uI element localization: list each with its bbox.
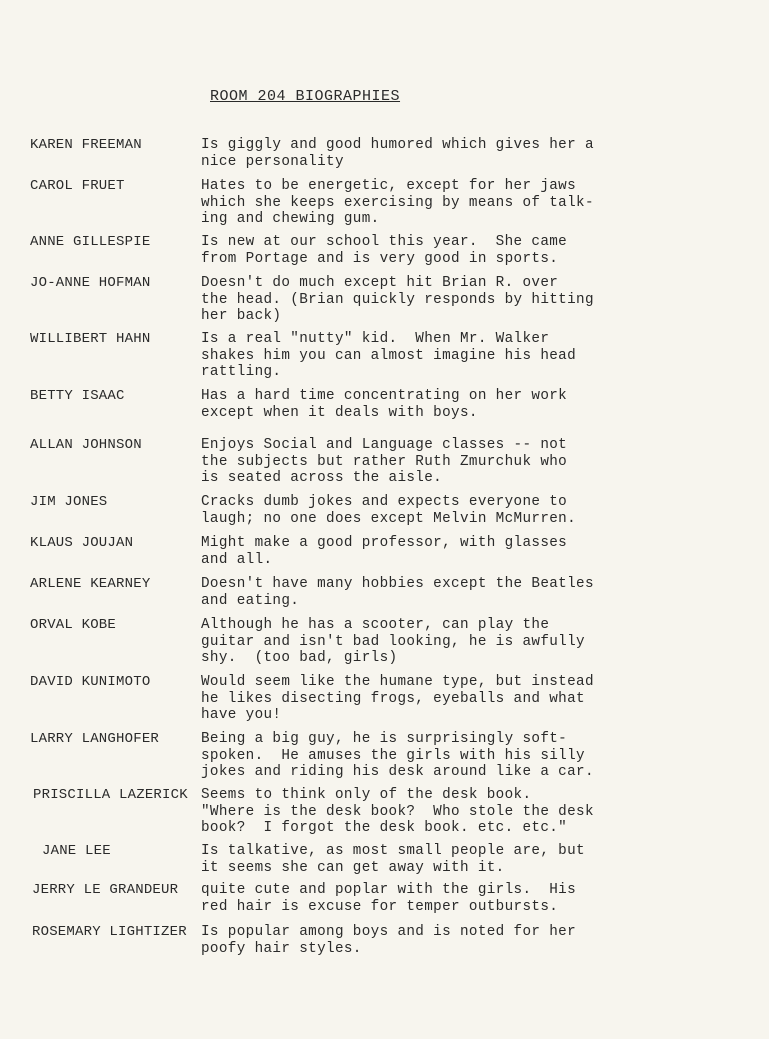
student-name: ARLENE KEARNEY [30, 576, 151, 592]
student-name: ROSEMARY LIGHTIZER [32, 924, 187, 940]
student-name: KAREN FREEMAN [30, 137, 142, 153]
student-name: DAVID KUNIMOTO [30, 674, 151, 690]
student-description: Is new at our school this year. She came from Portage and is very good in sports. [201, 234, 568, 267]
student-description: quite cute and poplar with the girls. His red hair is excuse for temper outbursts. [201, 882, 577, 915]
student-description: Doesn't do much except hit Brian R. over the head. (Brian quickly responds by hitting her back) [201, 275, 594, 324]
student-name: WILLIBERT HAHN [30, 331, 151, 347]
student-description: Cracks dumb jokes and expects everyone to laugh; no one does except Melvin McMurren. [201, 494, 577, 527]
student-description: Enjoys Social and Language classes -- not the subjects but rather Ruth Zmurchuk who is seated across the aisle. [201, 437, 568, 486]
student-description: Is giggly and good humored which gives her a nice personality [201, 137, 594, 170]
student-name: ALLAN JOHNSON [30, 437, 142, 453]
student-name: PRISCILLA LAZERICK [33, 787, 188, 803]
student-description: Might make a good professor, with glasses and all. [201, 535, 568, 568]
student-name: JIM JONES [30, 494, 108, 510]
student-name: KLAUS JOUJAN [30, 535, 134, 551]
student-name: LARRY LANGHOFER [30, 731, 160, 747]
student-name: BETTY ISAAC [30, 388, 125, 404]
student-name: CAROL FRUET [30, 178, 125, 194]
student-name: JERRY LE GRANDEUR [32, 882, 179, 898]
student-description: Would seem like the humane type, but instead he likes disecting frogs, eyeballs and what have you! [201, 674, 594, 723]
student-description: Is popular among boys and is noted for her poofy hair styles. [201, 924, 577, 957]
student-description: Doesn't have many hobbies except the Beatles and eating. [201, 576, 594, 609]
student-name: ANNE GILLESPIE [30, 234, 151, 250]
student-description: Has a hard time concentrating on her work except when it deals with boys. [201, 388, 568, 421]
student-description: Although he has a scooter, can play the guitar and isn't bad looking, he is awfully shy. (too bad, girls) [201, 617, 585, 666]
page-title: ROOM 204 BIOGRAPHIES [210, 88, 401, 105]
student-description: Hates to be energetic, except for her jaws which she keeps exercising by means of talk- ing and chewing gum. [201, 178, 594, 227]
student-description: Is talkative, as most small people are, but it seems she can get away with it. [201, 843, 585, 876]
student-name: JO-ANNE HOFMAN [30, 275, 151, 291]
student-name: JANE LEE [42, 843, 111, 859]
student-name: ORVAL KOBE [30, 617, 117, 633]
student-description: Being a big guy, he is surprisingly soft- spoken. He amuses the girls with his silly jokes and riding his desk around like a car. [201, 731, 594, 780]
student-description: Seems to think only of the desk book. "Where is the desk book? Who stole the desk book? I forgot the desk book. etc. etc." [201, 787, 594, 836]
student-description: Is a real "nutty" kid. When Mr. Walker shakes him you can almost imagine his head rattling. [201, 331, 577, 380]
